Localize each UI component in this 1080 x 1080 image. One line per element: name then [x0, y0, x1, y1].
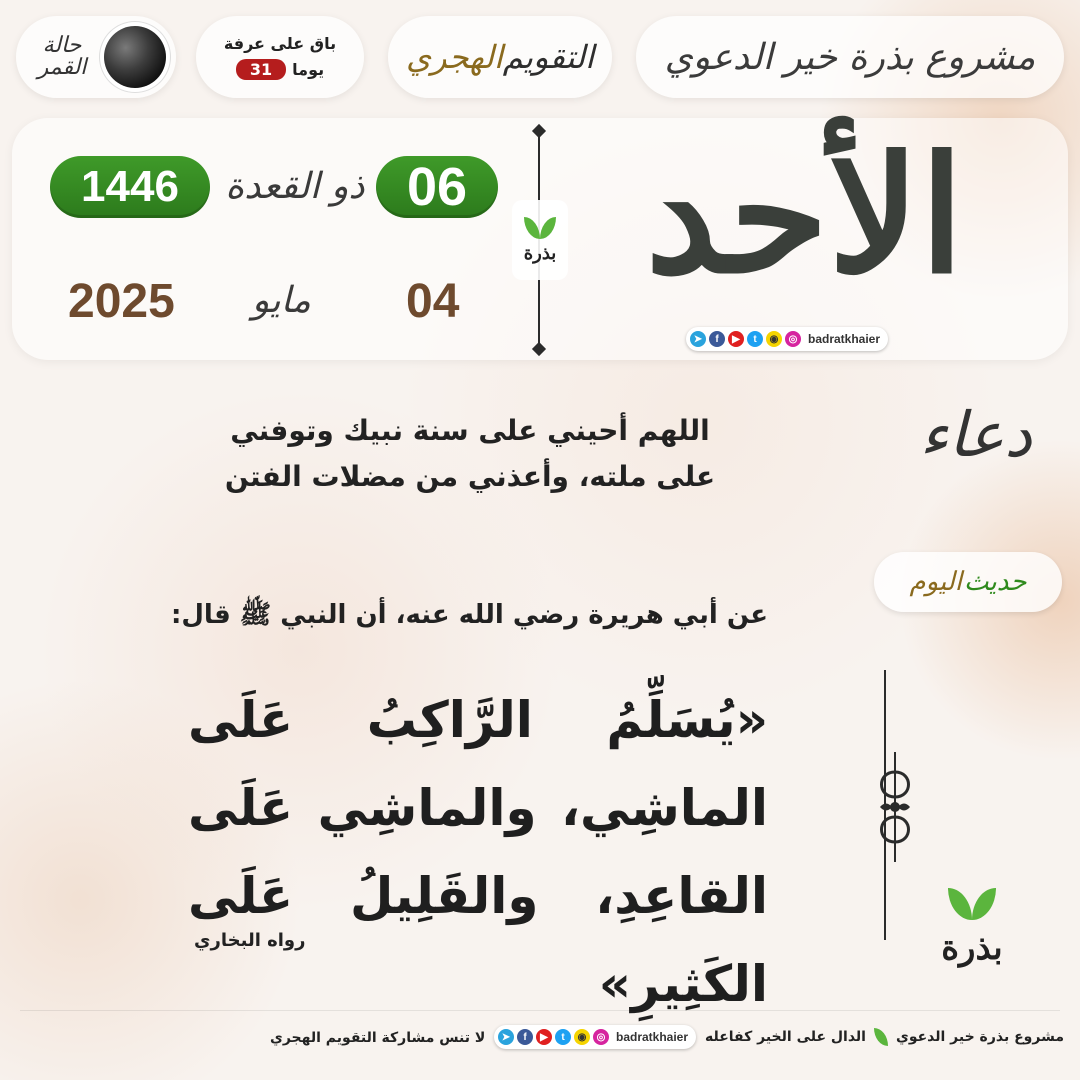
snapchat-icon[interactable]: ◉: [574, 1029, 590, 1045]
project-title-pill: [636, 16, 1064, 98]
leaf-icon: [948, 888, 972, 920]
logo-large: [934, 888, 1010, 1006]
hijri-month: ذو القعدة: [225, 166, 365, 207]
gregorian-month: مايو: [252, 280, 311, 321]
arafah-unit: يوما: [292, 60, 325, 79]
arafah-countdown: [196, 16, 364, 98]
hadith-intro: عن أبي هريرة رضي الله عنه، أن النبي ﷺ قال:: [170, 600, 768, 630]
footer-slogan: الدال على الخير كفاعله: [705, 1029, 866, 1045]
facebook-icon[interactable]: f: [709, 331, 725, 347]
youtube-icon[interactable]: ▶: [728, 331, 744, 347]
project-title: مشروع بذرة خير الدعوي: [664, 36, 1036, 78]
moon-icon: [104, 26, 166, 88]
leaf-icon: [524, 217, 540, 239]
dua-title: دعاء: [919, 398, 1032, 471]
logo-word-large: بذرة: [941, 928, 1003, 968]
footer-share-reminder: لا تنس مشاركة التقويم الهجري: [270, 1030, 486, 1046]
calendar-title-pill: [388, 16, 612, 98]
hadith-source: رواه البخاري: [194, 930, 306, 951]
footer-project-info: [705, 1028, 1064, 1046]
youtube-icon[interactable]: ▶: [536, 1029, 552, 1045]
dua-text: [200, 408, 740, 500]
ornament-icon: [872, 752, 918, 862]
hadith-of-the-day-tag: [874, 552, 1062, 612]
leaf-icon: [874, 1028, 888, 1046]
social-links-top[interactable]: [686, 327, 888, 351]
leaf-icon: [540, 217, 556, 239]
moon-phase-pill: [16, 16, 176, 98]
moon-label: حالة القمر: [37, 33, 87, 80]
hijri-day-badge: 06: [376, 156, 498, 218]
instagram-icon[interactable]: ◎: [785, 331, 801, 347]
social-handle[interactable]: badratkhaier: [808, 332, 881, 346]
arafah-label: باق على عرفة: [223, 34, 337, 53]
hadith-text: «يُسَلِّمُ الرَّاكِبُ عَلَى الماشِي، والماشِي عَلَى القاعِدِ، والقَلِيلُ عَلَى الكَثِيرِ»: [188, 691, 768, 1013]
leaf-icon: [972, 888, 996, 920]
snapchat-icon[interactable]: ◉: [766, 331, 782, 347]
social-links-bottom[interactable]: [494, 1025, 696, 1049]
twitter-icon[interactable]: t: [747, 331, 763, 347]
gregorian-year: 2025: [68, 275, 175, 328]
telegram-icon[interactable]: ➤: [498, 1029, 514, 1045]
social-handle[interactable]: badratkhaier: [616, 1030, 689, 1044]
twitter-icon[interactable]: t: [555, 1029, 571, 1045]
footer-divider: [20, 1010, 1060, 1011]
today-tag-word: اليوم: [909, 567, 963, 597]
logo-word: بذرة: [523, 242, 557, 264]
instagram-icon[interactable]: ◎: [593, 1029, 609, 1045]
dua-line-1: اللهم أحيني على سنة نبيك وتوفني: [230, 414, 710, 447]
day-name: الأحد: [645, 121, 964, 309]
arafah-count-badge: 31: [236, 59, 286, 80]
logo-small: [512, 200, 568, 280]
facebook-icon[interactable]: f: [517, 1029, 533, 1045]
calendar-title-taqweem: التقويم: [502, 38, 594, 76]
hijri-year-badge: 1446: [50, 156, 210, 218]
hadith-tag-word: حديث: [964, 567, 1027, 597]
calendar-title-hijri: الهجري: [406, 38, 503, 76]
footer-project-name: مشروع بذرة خير الدعوي: [895, 1029, 1064, 1045]
gregorian-day: 04: [406, 275, 460, 328]
telegram-icon[interactable]: ➤: [690, 331, 706, 347]
dua-line-2: على ملته، وأعذني من مضلات الفتن: [224, 460, 716, 493]
